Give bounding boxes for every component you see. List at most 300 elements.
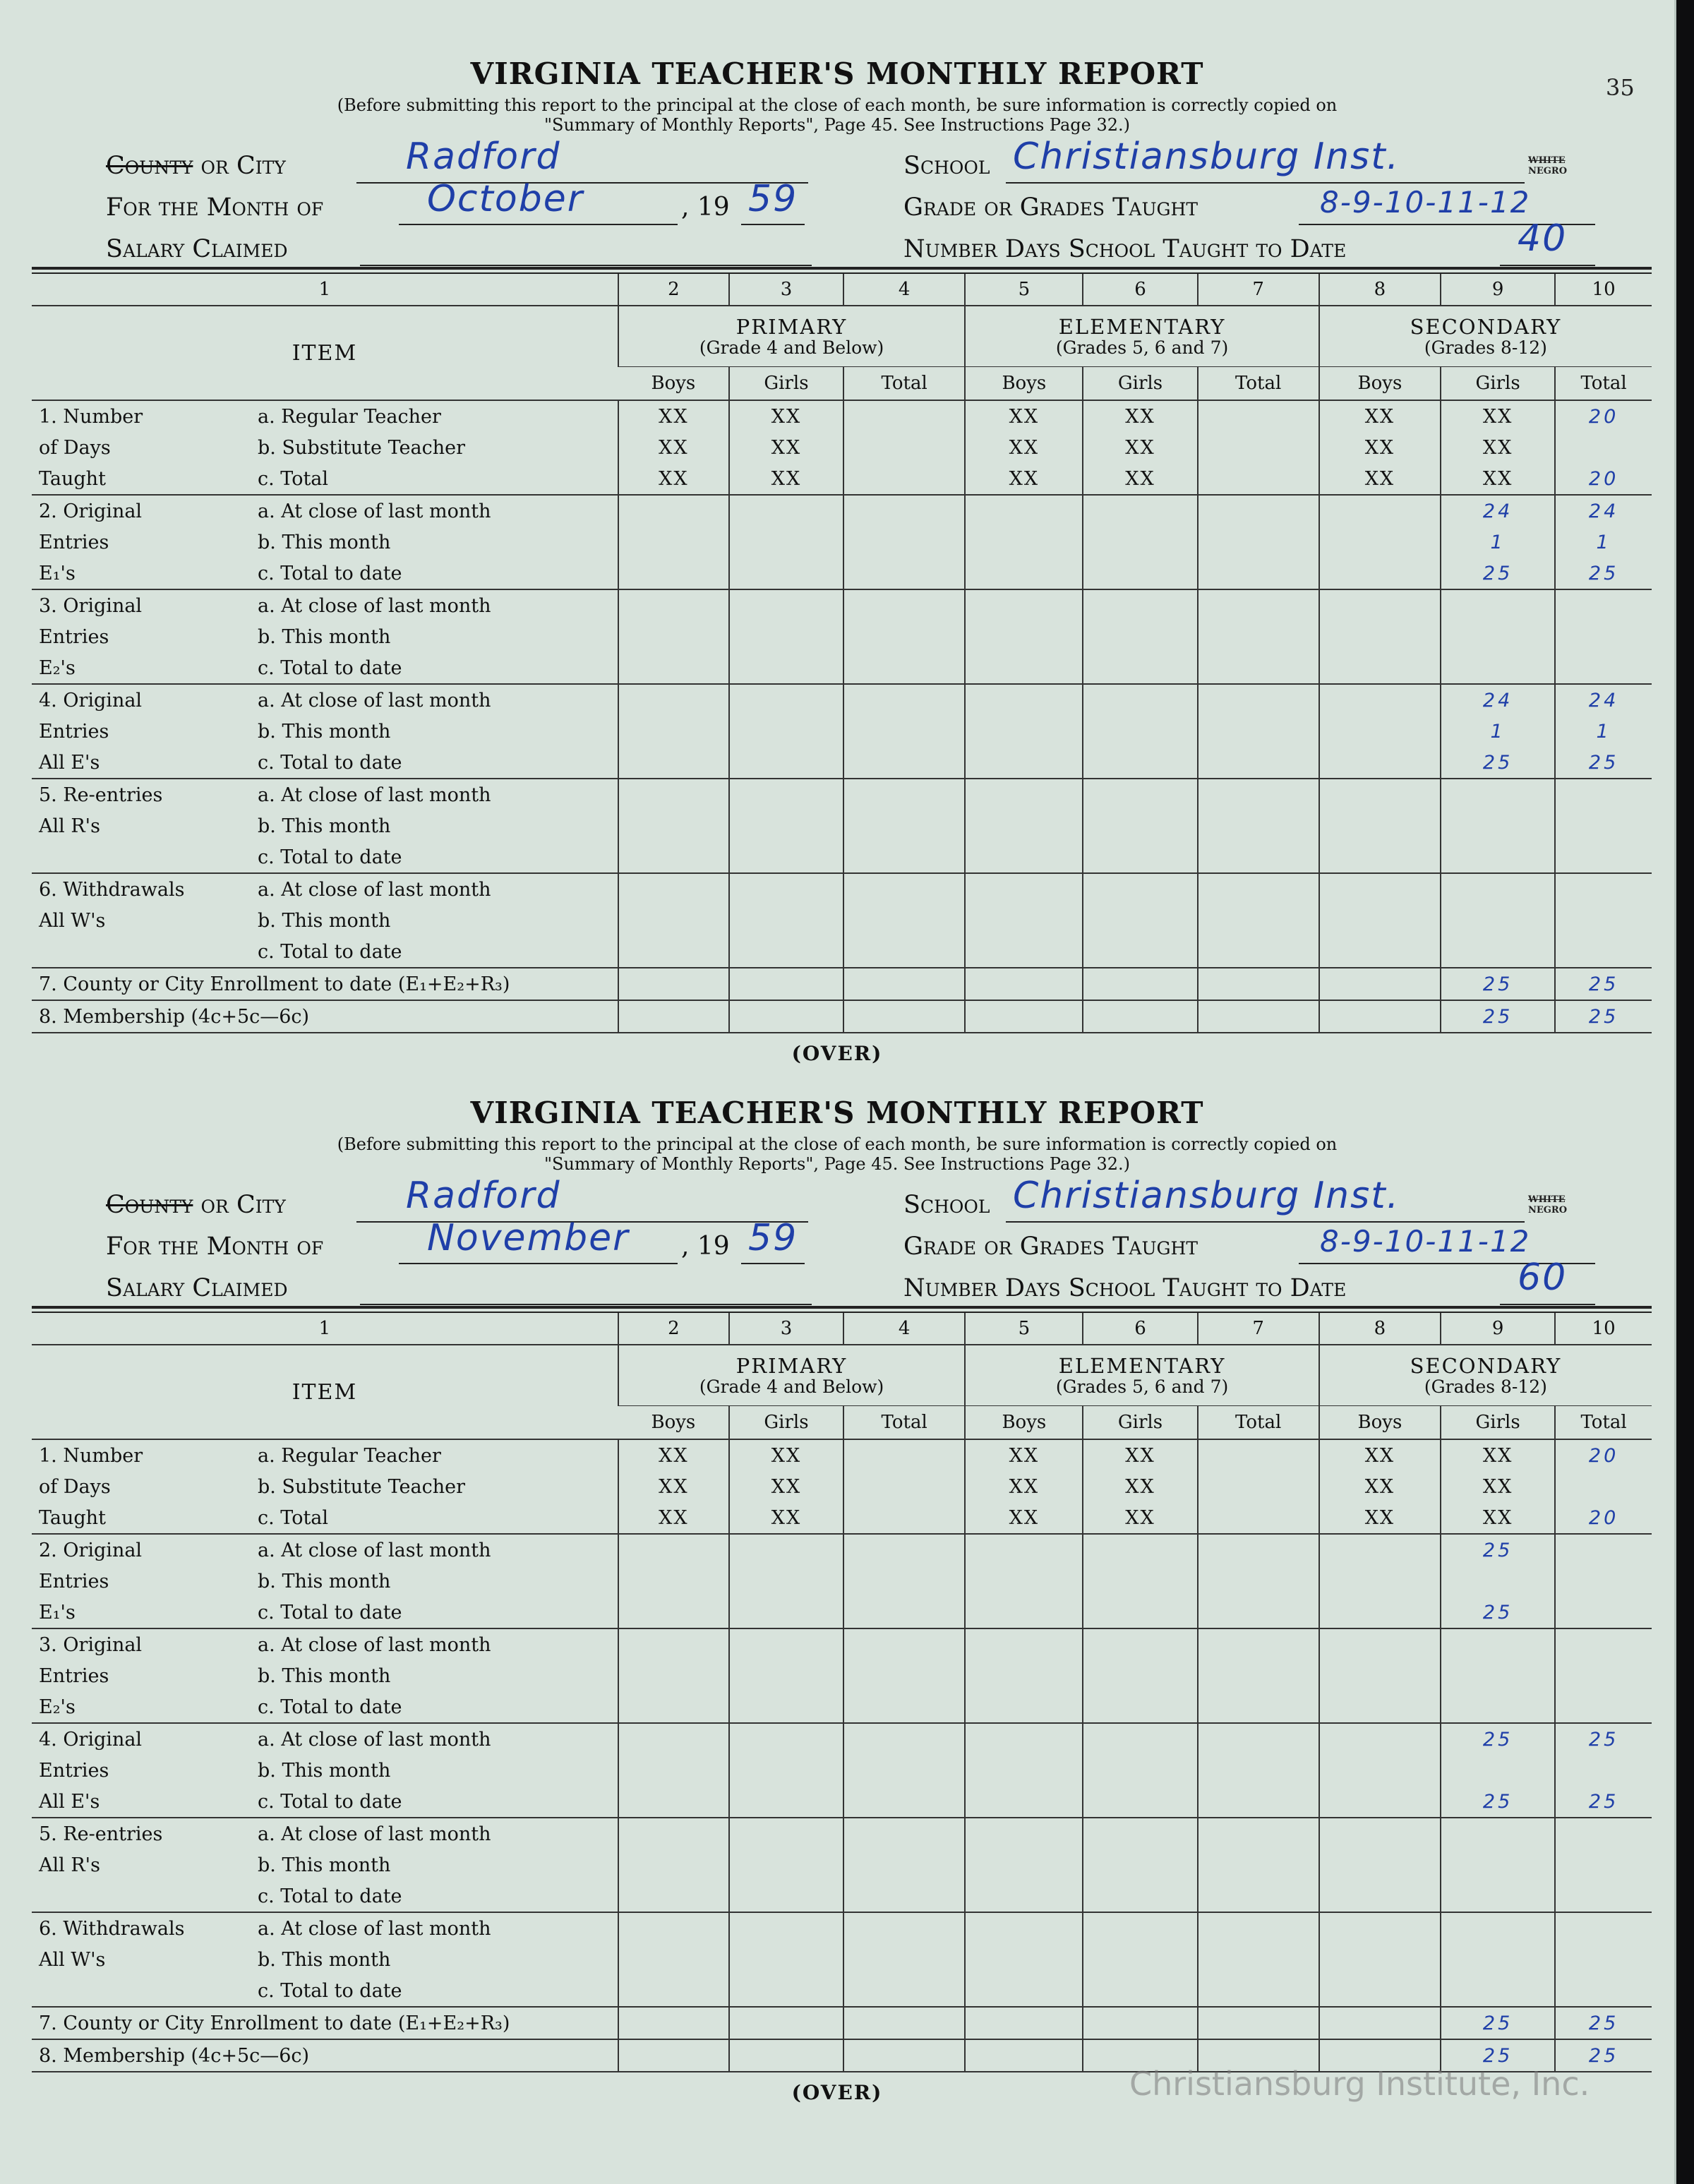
xx-cell: XX [1083,1439,1197,1471]
group-label: 6. Withdrawals [39,1917,185,1940]
item-cell [32,432,618,463]
girls-header: Girls [1441,367,1555,401]
empty-cell [843,589,965,621]
item-cell [32,1818,618,1849]
group-label: Entries [39,531,109,553]
value-cell: 20 [1555,1439,1652,1471]
empty-cell [1319,1755,1441,1786]
empty-cell [1319,1000,1441,1033]
item-cell [32,1786,618,1818]
report-title: VIRGINIA TEACHER'S MONTHLY REPORT [470,56,1204,91]
xx-cell: XX [965,400,1083,432]
empty-cell [843,1818,965,1849]
empty-cell [1555,1880,1652,1912]
value-cell [1441,1755,1555,1786]
girls-header: Girls [1083,367,1197,401]
empty-cell [1319,1880,1441,1912]
empty-cell [843,2039,965,2072]
empty-cell [1319,1818,1441,1849]
empty-cell [1441,1912,1555,1944]
empty-cell [965,1912,1083,1944]
empty-cell [843,1944,965,1975]
school-label: School [903,152,990,180]
xx-cell: XX [1083,432,1197,463]
row-3a [32,589,1652,621]
empty-cell [965,716,1083,747]
empty-cell [965,558,1083,589]
empty-cell [1555,621,1652,652]
empty-cell [1083,841,1197,873]
column-number: 4 [843,274,965,306]
group-label: Entries [39,625,109,648]
item-cell [32,810,618,841]
empty-cell [618,841,729,873]
empty-cell [729,1880,843,1912]
empty-cell [965,2007,1083,2039]
empty-cell [1198,2007,1319,2039]
empty-cell [843,1912,965,1944]
group-label: 3. Original [39,594,143,617]
item-label: a. Regular Teacher [258,405,441,428]
empty-cell [843,1975,965,2007]
empty-cell [1198,1597,1319,1628]
empty-cell [965,1660,1083,1691]
group-label: 1. Number [39,1444,143,1467]
empty-cell [1319,779,1441,810]
group-label: of Days [39,1475,111,1498]
item-cell [32,779,618,810]
item-cell [32,400,618,432]
primary-header: PRIMARY (Grade 4 and Below) [618,1345,965,1406]
empty-cell [1083,1975,1197,2007]
empty-cell [843,1786,965,1818]
salary-label: Salary Claimed [106,235,288,263]
item-cell [32,621,618,652]
row-2a [32,1534,1652,1566]
empty-cell [843,527,965,558]
empty-cell [1441,841,1555,873]
item-cell [32,527,618,558]
item-label: a. Regular Teacher [258,1444,441,1467]
empty-cell [1441,589,1555,621]
value-cell: 25 [1441,747,1555,779]
row-4a [32,684,1652,716]
item-label: c. Total to date [258,562,402,584]
empty-cell [1083,652,1197,684]
empty-cell [729,558,843,589]
item-label: c. Total to date [258,1601,402,1624]
empty-cell [843,621,965,652]
item-cell [32,1723,618,1755]
value-cell: 25 [1441,1534,1555,1566]
empty-cell [1198,432,1319,463]
empty-cell [1555,810,1652,841]
empty-cell [1319,1944,1441,1975]
empty-cell [1083,1944,1197,1975]
school-value: Christiansburg Inst. [1013,136,1400,178]
value-cell [1555,1566,1652,1597]
empty-cell [965,1597,1083,1628]
empty-cell [1441,1944,1555,1975]
empty-cell [729,1597,843,1628]
empty-cell [965,1818,1083,1849]
empty-cell [1198,1849,1319,1880]
empty-cell [618,2007,729,2039]
empty-cell [729,1628,843,1660]
boys-header: Boys [965,367,1083,401]
total-header: Total [1198,367,1319,401]
value-cell [1555,1597,1652,1628]
empty-cell [843,1628,965,1660]
grades-label: Grade or Grades Taught [903,1232,1198,1261]
empty-cell [1319,1660,1441,1691]
empty-cell [1441,652,1555,684]
value-cell: 25 [1555,1000,1652,1033]
empty-cell [1319,810,1441,841]
item-cell [32,589,618,621]
row-6a [32,873,1652,905]
xx-cell: XX [729,1439,843,1471]
empty-cell [1555,1471,1652,1502]
xx-cell: XX [1083,463,1197,495]
empty-cell [965,621,1083,652]
row-4a [32,1723,1652,1755]
item-cell [32,1439,618,1471]
empty-cell [729,1566,843,1597]
school-line [1006,1221,1525,1223]
empty-cell [1198,558,1319,589]
empty-cell [965,684,1083,716]
item-cell [32,747,618,779]
item-label: a. At close of last month [258,784,491,806]
row-1c [32,1502,1652,1534]
column-number-row [32,1313,1652,1345]
item-label: b. This month [258,1570,391,1592]
empty-cell [618,968,729,1000]
empty-cell [1198,1691,1319,1723]
xx-cell: XX [729,1471,843,1502]
item-cell [32,1660,618,1691]
item-cell [32,558,618,589]
total-header: Total [843,367,965,401]
days-label: Number Days School Taught to Date [903,1274,1347,1302]
value-cell: 25 [1441,1000,1555,1033]
county-label: County or City [106,1191,286,1219]
empty-cell [1083,1691,1197,1723]
empty-cell [1319,905,1441,936]
empty-cell [965,495,1083,527]
salary-label: Salary Claimed [106,1274,288,1302]
empty-cell [1083,1000,1197,1033]
item-label: a. At close of last month [258,594,491,617]
empty-cell [1319,747,1441,779]
empty-cell [965,936,1083,968]
xx-cell: XX [618,400,729,432]
empty-cell [729,1975,843,2007]
item-label: b. This month [258,1759,391,1782]
days-value: 60 [1518,1256,1568,1299]
xx-cell: XX [1441,400,1555,432]
group-label: Entries [39,1570,109,1592]
item-cell [32,1691,618,1723]
row-3c [32,652,1652,684]
race-options: WHITE NEGRO [1528,1194,1568,1216]
watermark-text: Christiansburg Institute, Inc. [1129,2065,1590,2103]
empty-cell [729,589,843,621]
empty-cell [1555,1975,1652,2007]
days-value: 40 [1518,217,1568,260]
secondary-header: SECONDARY (Grades 8-12) [1319,1345,1652,1406]
empty-cell [1198,621,1319,652]
item-label: a. At close of last month [258,1823,491,1845]
group-label: All E's [39,1790,100,1813]
column-number: 6 [1083,274,1197,306]
group-label: E₁'s [39,1601,76,1624]
empty-cell [618,495,729,527]
group-label: Entries [39,720,109,743]
item-cell [32,1597,618,1628]
group-label: Taught [39,467,106,490]
item-label: 7. County or City Enrollment to date (E₁+E₂+R₃) [39,2012,510,2034]
empty-cell [618,1723,729,1755]
empty-cell [729,905,843,936]
item-cell [32,905,618,936]
grades-value: 8-9-10-11-12 [1320,185,1531,220]
value-cell: 25 [1441,2039,1555,2072]
value-cell: 25 [1441,2007,1555,2039]
boys-header: Boys [618,1406,729,1440]
empty-cell [1555,1818,1652,1849]
empty-cell [1555,589,1652,621]
month-value: October [427,178,584,220]
group-label: 2. Original [39,1539,143,1561]
empty-cell [843,1880,965,1912]
empty-cell [1555,873,1652,905]
empty-cell [1083,495,1197,527]
girls-header: Girls [729,1406,843,1440]
row-6a [32,1912,1652,1944]
item-label: a. At close of last month [258,1917,491,1940]
empty-cell [965,2039,1083,2072]
xx-cell: XX [965,1439,1083,1471]
empty-cell [1319,968,1441,1000]
empty-cell [729,1660,843,1691]
empty-cell [843,1502,965,1534]
report-table [32,1313,1652,2072]
empty-cell [1319,527,1441,558]
year-value: 59 [748,178,798,220]
row-5b [32,810,1652,841]
row-4b [32,1755,1652,1786]
row-4c [32,1786,1652,1818]
empty-cell [729,716,843,747]
empty-cell [843,463,965,495]
over-label: (OVER) [791,2081,883,2104]
girls-header: Girls [729,367,843,401]
value-cell: 25 [1441,968,1555,1000]
empty-cell [618,779,729,810]
empty-cell [843,1471,965,1502]
empty-cell [965,1880,1083,1912]
item-label: c. Total to date [258,1790,402,1813]
empty-cell [729,1723,843,1755]
row-1c [32,463,1652,495]
group-label: Entries [39,1759,109,1782]
item-label: b. This month [258,815,391,837]
empty-cell [729,1691,843,1723]
value-cell: 20 [1555,463,1652,495]
group-label: All R's [39,1854,100,1876]
value-cell: 25 [1555,558,1652,589]
empty-cell [1083,1912,1197,1944]
empty-cell [1198,495,1319,527]
value-cell: 24 [1441,495,1555,527]
value-cell: 25 [1555,747,1652,779]
empty-cell [1555,1628,1652,1660]
empty-cell [1319,1912,1441,1944]
empty-cell [1555,432,1652,463]
empty-cell [729,1818,843,1849]
empty-cell [618,1660,729,1691]
group-label: Entries [39,1664,109,1687]
total-header: Total [1555,1406,1652,1440]
xx-cell: XX [729,400,843,432]
empty-cell [1319,936,1441,968]
item-label: b. This month [258,720,391,743]
row-5c [32,1880,1652,1912]
empty-cell [729,1786,843,1818]
empty-cell [1555,779,1652,810]
item-label: a. At close of last month [258,689,491,712]
empty-cell [618,1534,729,1566]
xx-cell: XX [1083,400,1197,432]
item-cell [32,716,618,747]
column-number: 4 [843,1313,965,1345]
column-number: 6 [1083,1313,1197,1345]
boys-header: Boys [965,1406,1083,1440]
item-cell [32,1975,618,2007]
empty-cell [729,841,843,873]
group-label: of Days [39,436,111,459]
empty-cell [965,841,1083,873]
item-label: b. This month [258,531,391,553]
empty-cell [1441,1660,1555,1691]
value-cell: 24 [1555,684,1652,716]
row-5c [32,841,1652,873]
empty-cell [1555,1849,1652,1880]
group-label: All W's [39,909,106,932]
group-label: 4. Original [39,1728,143,1751]
value-cell: 25 [1555,2007,1652,2039]
group-header-row [32,1345,1652,1406]
empty-cell [1083,558,1197,589]
empty-cell [618,1849,729,1880]
empty-cell [1083,1597,1197,1628]
report-title: VIRGINIA TEACHER'S MONTHLY REPORT [470,1096,1204,1130]
month-label: For the Month of [106,193,324,222]
total-header: Total [1198,1406,1319,1440]
empty-cell [1083,810,1197,841]
group-label: 2. Original [39,500,143,522]
group-label: 1. Number [39,405,143,428]
empty-cell [1319,716,1441,747]
empty-cell [618,652,729,684]
empty-cell [843,1691,965,1723]
item-label: c. Total to date [258,940,402,963]
empty-cell [1083,1628,1197,1660]
empty-cell [729,936,843,968]
empty-cell [729,2039,843,2072]
empty-cell [1198,841,1319,873]
item-label: a. At close of last month [258,1728,491,1751]
column-number: 5 [965,1313,1083,1345]
over-label: (OVER) [791,1042,883,1065]
empty-cell [1319,873,1441,905]
empty-cell [1083,779,1197,810]
empty-cell [1441,1818,1555,1849]
empty-cell [1319,621,1441,652]
empty-cell [1319,841,1441,873]
empty-cell [965,652,1083,684]
row-1a [32,400,1652,432]
row-2b [32,527,1652,558]
item-cell [32,1502,618,1534]
empty-cell [1198,1755,1319,1786]
empty-cell [965,1534,1083,1566]
header-rule [32,267,1652,270]
item-cell [32,652,618,684]
column-number: 3 [729,274,843,306]
empty-cell [1555,652,1652,684]
empty-cell [1198,1439,1319,1471]
row-8 [32,1000,1652,1033]
empty-cell [1083,589,1197,621]
empty-cell [618,589,729,621]
empty-cell [1083,968,1197,1000]
item-cell [32,684,618,716]
column-number: 2 [618,274,729,306]
row-2c [32,1597,1652,1628]
empty-cell [729,684,843,716]
xx-cell: XX [1441,1502,1555,1534]
empty-cell [1083,1755,1197,1786]
group-label: All W's [39,1948,106,1971]
item-cell [32,1471,618,1502]
empty-cell [1555,1944,1652,1975]
row-3c [32,1691,1652,1723]
empty-cell [1198,1502,1319,1534]
item-label: b. This month [258,1948,391,1971]
empty-cell [1083,1723,1197,1755]
row-7 [32,2007,1652,2039]
year-line [741,1263,805,1264]
header-rule [32,1306,1652,1309]
empty-cell [618,621,729,652]
empty-cell [1083,1566,1197,1597]
empty-cell [1083,936,1197,968]
row-4c [32,747,1652,779]
empty-cell [1555,1912,1652,1944]
empty-cell [1319,1534,1441,1566]
empty-cell [965,1786,1083,1818]
empty-cell [965,1566,1083,1597]
empty-cell [965,1975,1083,2007]
empty-cell [1198,589,1319,621]
empty-cell [618,1912,729,1944]
xx-cell: XX [965,463,1083,495]
empty-cell [843,1755,965,1786]
row-1b [32,432,1652,463]
